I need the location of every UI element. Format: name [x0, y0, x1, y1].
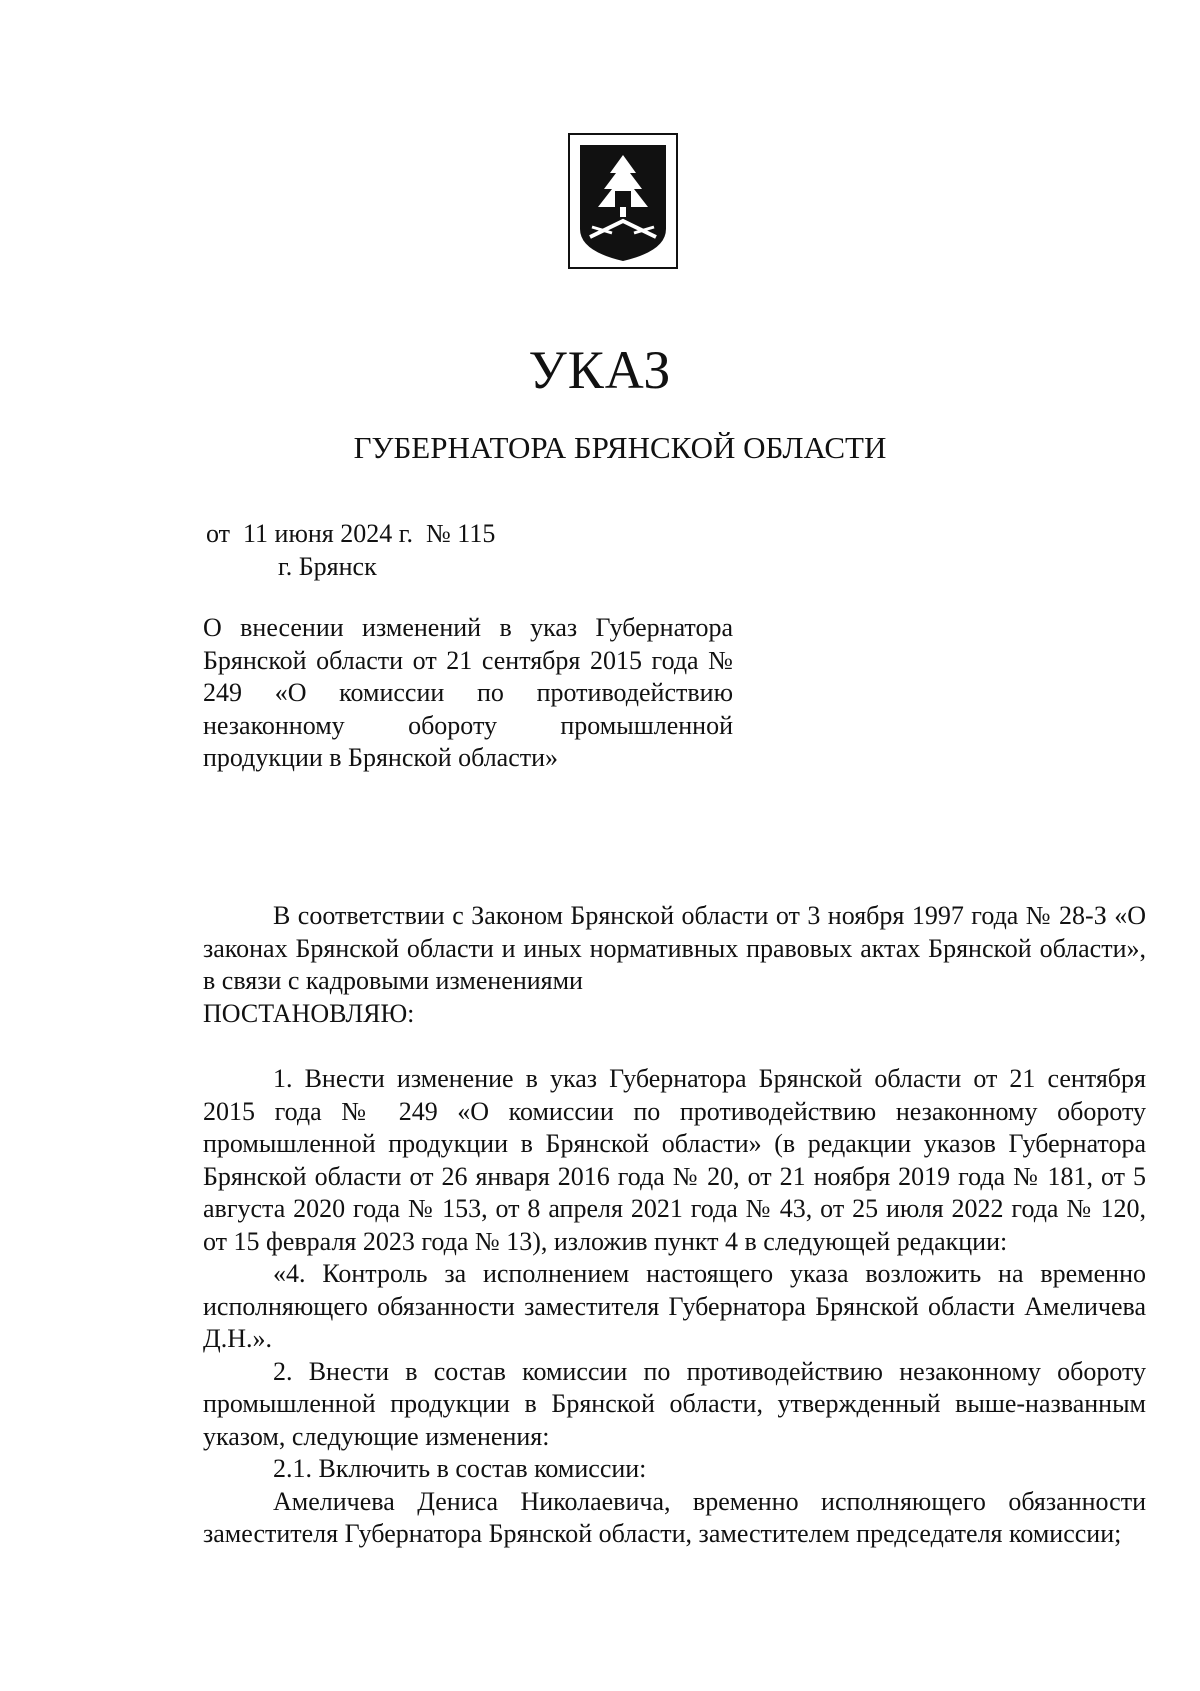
document-subject: О внесении изменений в указ Губернатора Брянской области от 21 сентября 2015 года № 249 «О комиссии по противодействию незаконному обороту промышленной продукции в Брянской области» [203, 613, 733, 772]
document-city: г. Брянск [278, 552, 377, 581]
document-title: УКАЗ [528, 340, 672, 400]
coat-of-arms-icon [568, 133, 678, 269]
paragraph-2-1: 2.1. Включить в состав комиссии: [273, 1454, 647, 1483]
document-body [203, 900, 1146, 1551]
paragraph-1: 1. Внести изменение в указ Губернатора Брянской области от 21 сентября 2015 года № 249 «О комиссии по противодействию незаконному обороту промышленной продукции в Брянской области» (в редакции указов Губернатора Брянской области от 26 января 2016 года № 20, от 21 ноября 2019 года № 181, от 5 августа 2020 года № 153, от 8 апреля 2021 года № 43, от 25 июля 2022 года № 120, от 15 февраля 2023 года № 13), изложив пункт 4 в следующей редакции: [203, 1064, 1146, 1256]
paragraph-2: 2. Внести в состав комиссии по противодействию незаконному обороту промышленной продукции в Брянской области, утвержденный выше-названным указом, следующие изменения: [203, 1356, 1146, 1451]
paragraph-spacer [203, 1030, 1146, 1063]
preamble-paragraph: В соответствии с Законом Брянской области от 3 ноября 1997 года № 28-З «О законах Брянской области и иных нормативных правовых актах Брянской области», в связи с кадровыми изменениями [203, 901, 1146, 995]
document-date-number: от 11 июня 2024 г. № 115 [206, 519, 496, 548]
resolve-word: ПОСТАНОВЛЯЮ: [203, 998, 415, 1028]
paragraph-1-quote: «4. Контроль за исполнением настоящего указа возложить на временно исполняющего обязанности заместителя Губернатора Брянской области Амеличева Д.Н.». [203, 1259, 1146, 1353]
paragraph-2-1-item: Амеличева Дениса Николаевича, временно исполняющего обязанности заместителя Губернатора Брянской области, заместителем председателя комиссии; [203, 1486, 1146, 1548]
document-subtitle: ГУБЕРНАТОРА БРЯНСКОЙ ОБЛАСТИ [353, 430, 887, 465]
